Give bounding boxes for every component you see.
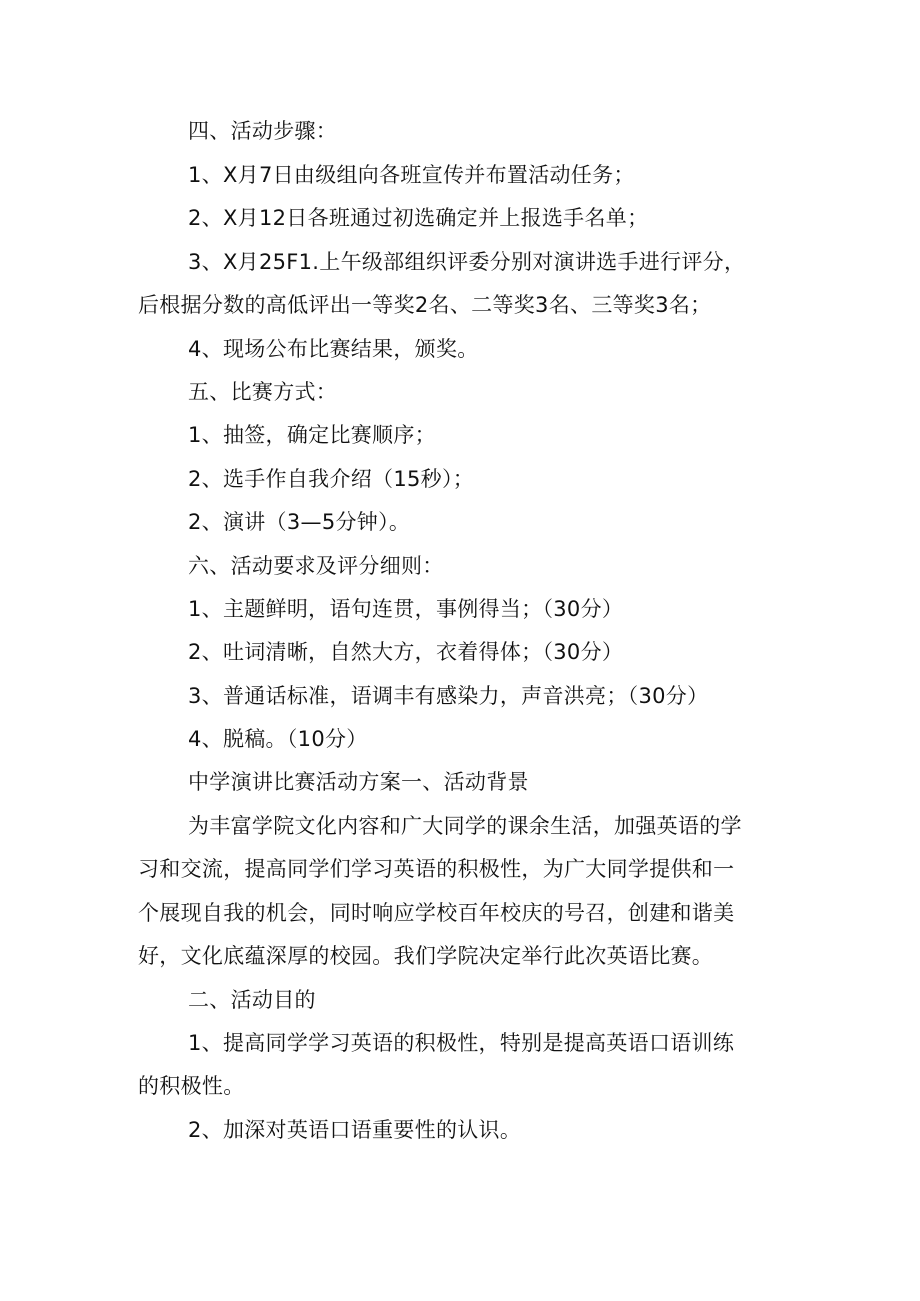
step-item-4: 4、现场公布比赛结果，颁奖。 (188, 337, 479, 361)
purpose-item-1-continued: 的积极性。 (138, 1074, 245, 1098)
section-heading-steps: 四、活动步骤： (188, 119, 338, 143)
requirement-item-2: 2、吐词清晰，自然大方，衣着得体；（30分） (188, 640, 624, 664)
background-paragraph-line-2: 习和交流，提高同学们学习英语的积极性，为广大同学提供和一 (138, 857, 735, 881)
section-heading-format: 五、比赛方式： (188, 380, 338, 404)
background-paragraph-line-1: 为丰富学院文化内容和广大同学的课余生活，加强英语的学 (188, 814, 742, 838)
purpose-item-1: 1、提高同学学习英语的积极性，特别是提高英语口语训练 (188, 1031, 735, 1055)
requirement-item-3: 3、普通话标准，语调丰有感染力，声音洪亮；（30分） (188, 684, 709, 708)
step-item-1: 1、X月7日由级组向各班宣传并布置活动任务； (188, 163, 635, 187)
requirement-item-4: 4、脱稿。（10分） (188, 727, 368, 751)
purpose-item-2: 2、加深对英语口语重要性的认识。 (188, 1118, 522, 1142)
plan-title: 中学演讲比赛活动方案一、活动背景 (188, 770, 529, 794)
step-item-2: 2、X月12日各班通过初选确定并上报选手名单； (188, 206, 649, 230)
requirement-item-1: 1、主题鲜明，语句连贯，事例得当；（30分） (188, 597, 624, 621)
format-item-2: 2、选手作自我介绍（15秒）； (188, 467, 475, 491)
step-item-3: 3、X月25F1.上午级部组织评委分别对演讲选手进行评分， (188, 250, 746, 274)
background-paragraph-line-3: 个展现自我的机会，同时响应学校百年校庆的号召，创建和谐美 (138, 901, 735, 925)
step-item-3-continued: 后根据分数的高低评出一等奖2名、二等奖3名、三等奖3名； (138, 293, 712, 317)
background-paragraph-line-4: 好，文化底蕴深厚的校园。我们学院决定举行此次英语比赛。 (138, 944, 714, 968)
section-heading-purpose: 二、活动目的 (188, 988, 316, 1012)
section-heading-requirements: 六、活动要求及评分细则： (188, 554, 444, 578)
format-item-3: 2、演讲（3—5分钟）。 (188, 510, 411, 534)
format-item-1: 1、抽签，确定比赛顺序； (188, 423, 436, 447)
